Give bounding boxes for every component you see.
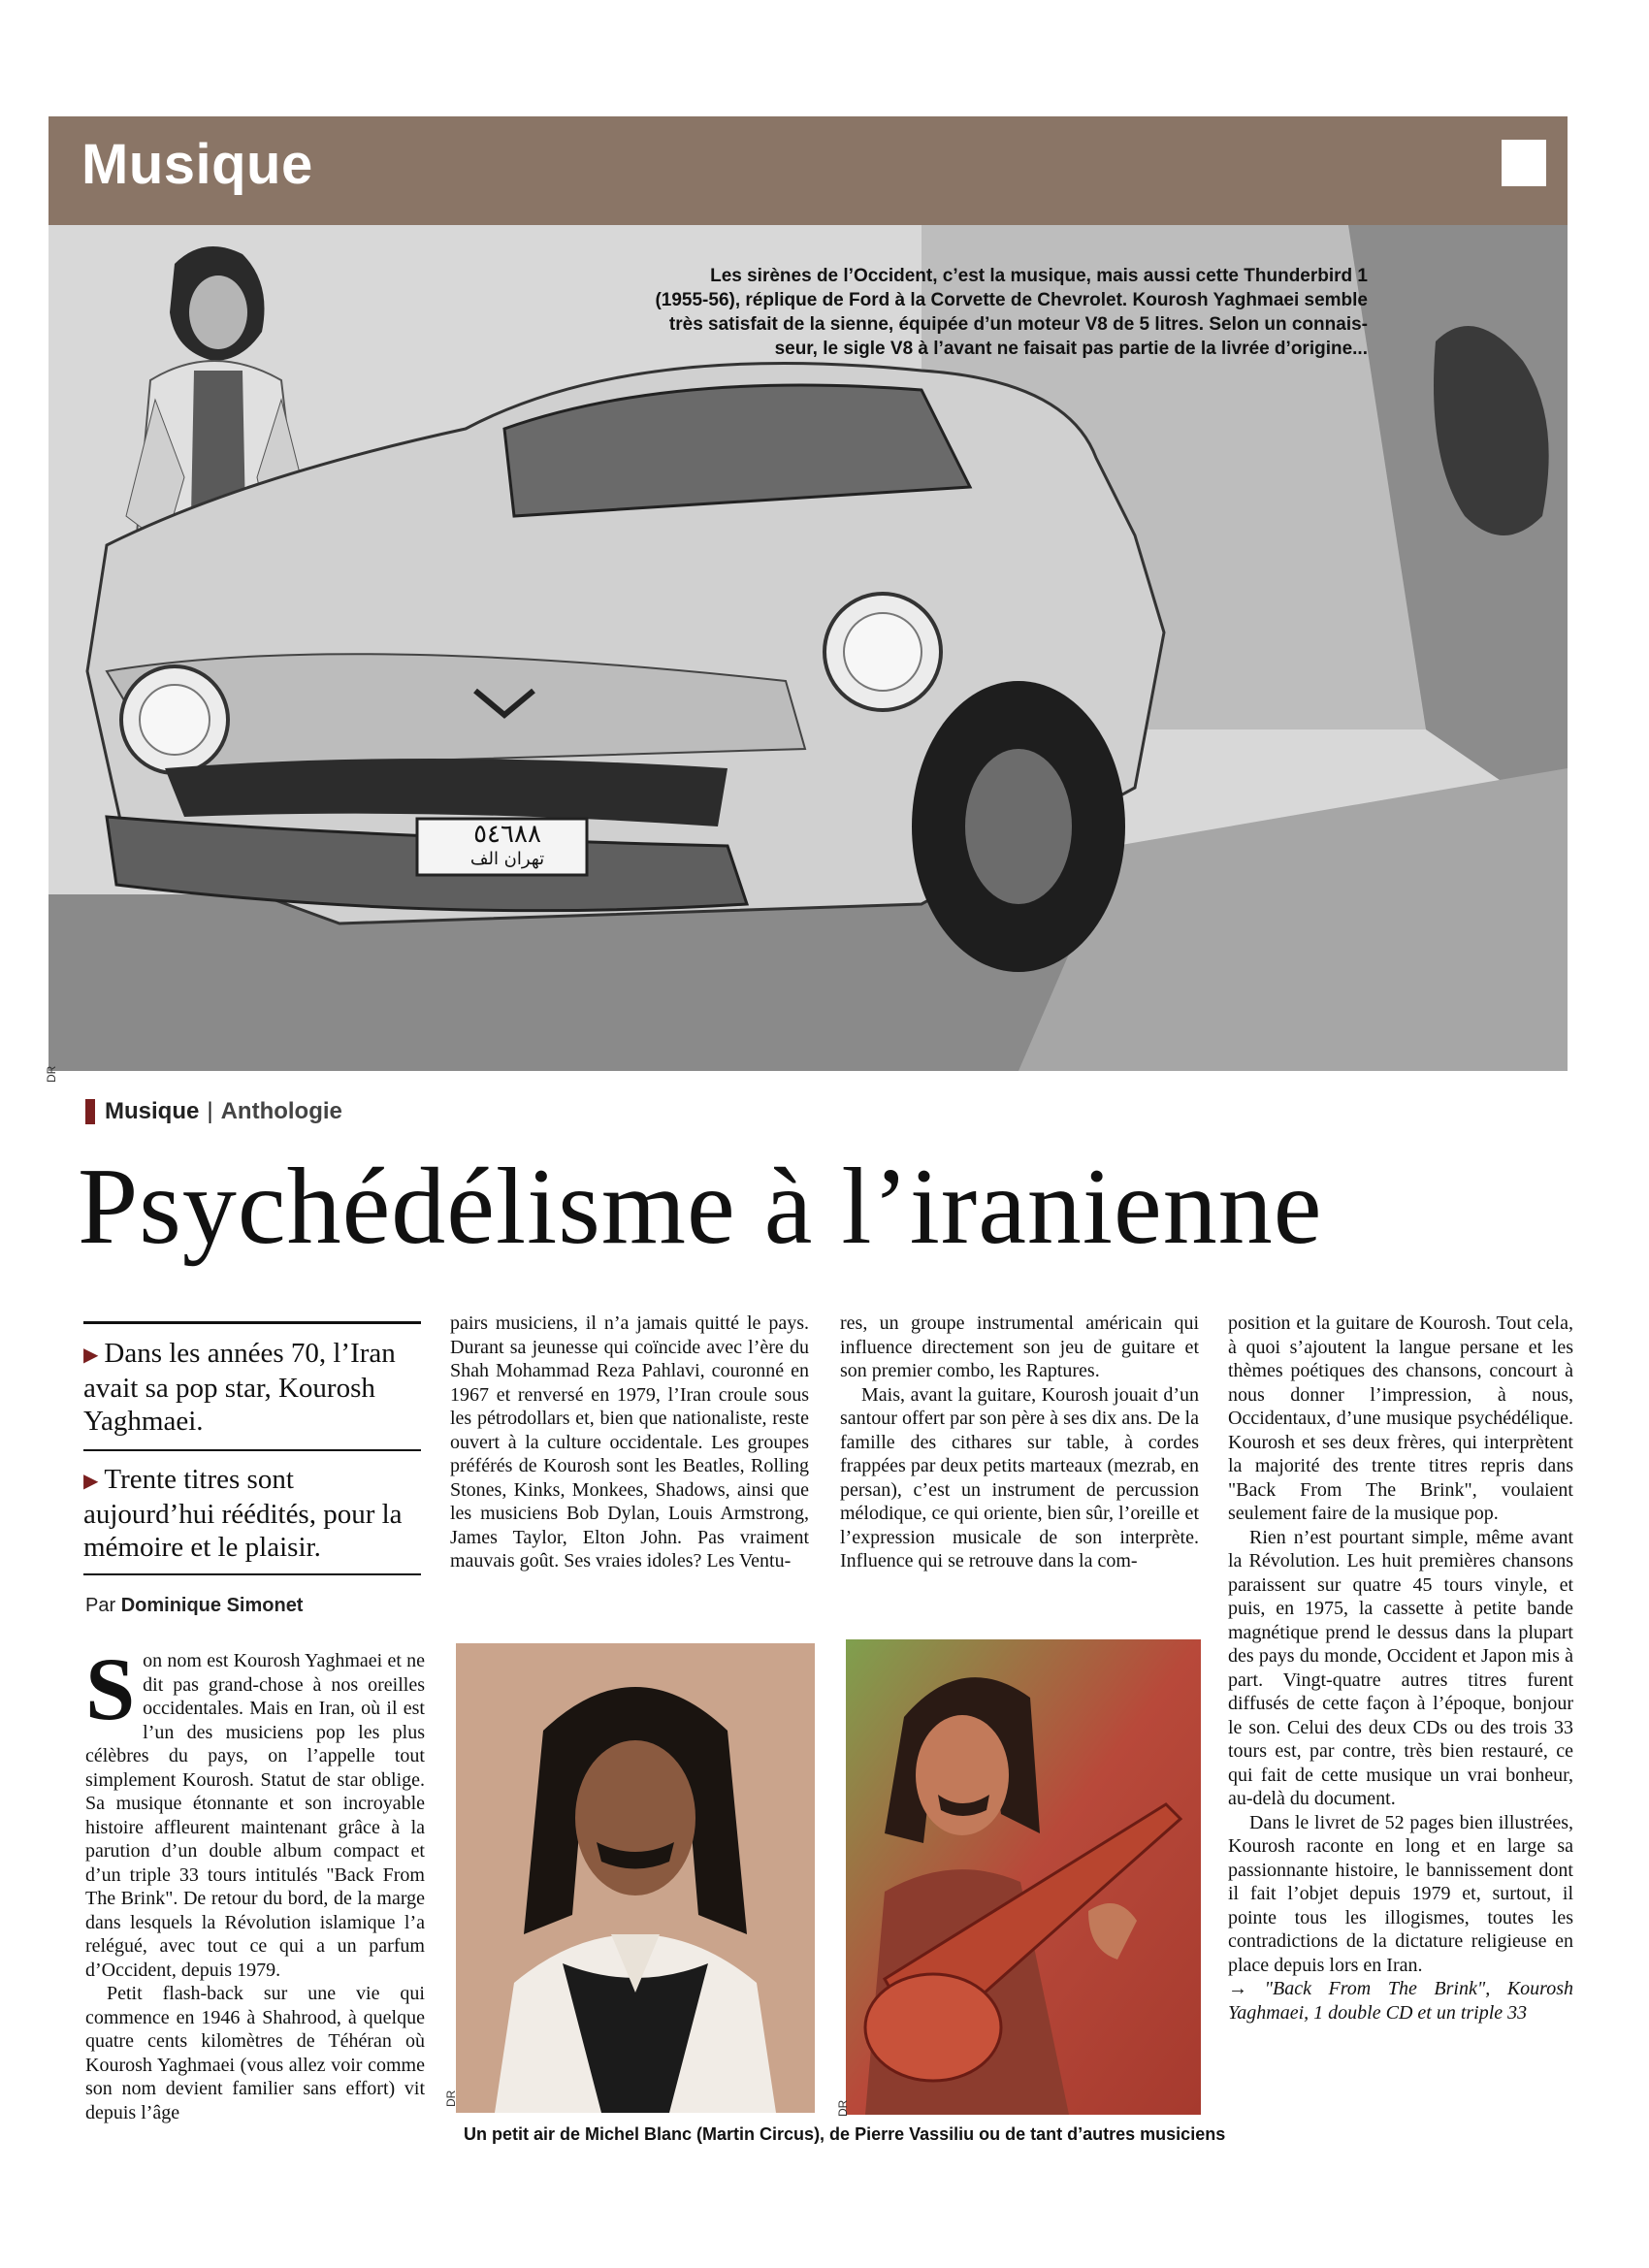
paragraph: res, un groupe instrumental américain qui influence directement son jeu de guitare et son premier combo, les Raptures. [840, 1312, 1199, 1381]
hero-photo-credit: DR [45, 1065, 58, 1083]
hero-caption [630, 264, 1368, 361]
deck-rule-middle [83, 1449, 421, 1451]
article-column-4 [1228, 1312, 1573, 2146]
byline [85, 1595, 303, 1617]
dropcap: S [85, 1649, 136, 1738]
rubric [85, 1098, 342, 1125]
hero-caption-line: (1955-56), réplique de Ford à la Corvette de Chevrolet. Kourosh Yaghmaei semble [655, 290, 1368, 310]
portrait-photo [456, 1643, 815, 2113]
byline-author: Dominique Simonet [120, 1595, 304, 1616]
article-column-3 [840, 1312, 1199, 1632]
section-title: Musique [81, 133, 313, 196]
deck-rule-top [83, 1321, 421, 1324]
deck-arrow-icon: ▶ [83, 1345, 99, 1367]
deck-text: Trente titres sont aujourd’hui réédités, pour la mémoire et le plaisir. [83, 1464, 403, 1564]
paragraph: position et la guitare de Kourosh. Tout cela, à quoi s’ajoutent la langue persane et les thèmes poétiques des chansons, concourt à nous donner l’impression, à nous, Occidentaux, d’une musique psychédélique. Kourosh et ses deux frères, qui interprètent la majorité des trente titres repris dans "Back From The Brink", voulaient seulement faire de la musique pop. [1228, 1312, 1573, 1524]
paragraph-text: on nom est Kourosh Yaghmaei et ne dit pas grand-chose à nos oreilles occidentales. Mais en Iran, où il est l’un des musiciens pop les plus célèbres du pays, on l’appelle tout simplement Kourosh. Statut de star oblige. Sa musique étonnante et son incroyable histoire affleurent maintenant grâce à la parution d’un double album compact et d’un triple 33 tours intitulés "Back From The Brink". De retour du bord, de la marge dans lesquels la Révolution islamique l’a relégué, avec tout ce qui a un parfum d’Occident, depuis 1979. [85, 1650, 425, 1981]
portrait-illustration [456, 1643, 815, 2113]
photo-caption: Un petit air de Michel Blanc (Martin Circus), de Pierre Vassiliu ou de tant d’autres musiciens [464, 2124, 1226, 2144]
photo-credit-right: DR [836, 2099, 850, 2117]
byline-prefix: Par [85, 1595, 116, 1616]
paragraph: Petit flash-back sur une vie qui commence en 1946 à Shahrood, à quelque quatre cents kilomètres de Téhéran où Kourosh Yaghmaei (vous allez voir comme son nom devient familier sans effort) vit depuis l’âge [85, 1983, 425, 2123]
paragraph [85, 1649, 425, 1982]
deck-rule-bottom [83, 1573, 421, 1575]
hero-caption-line: Les sirènes de l’Occident, c’est la musique, mais aussi cette Thunderbird 1 [710, 266, 1368, 286]
license-plate-number: ٥٤٦٨٨ [473, 820, 541, 849]
guitarist-illustration [846, 1639, 1201, 2115]
album-credit [1228, 1977, 1573, 2025]
deck-arrow-icon: ▶ [83, 1471, 99, 1493]
rubric-marker [85, 1099, 95, 1124]
headline: Psychédélisme à l’iranienne [78, 1147, 1323, 1267]
article-column-2 [450, 1312, 809, 1632]
corner-box [1502, 140, 1546, 186]
paragraph: Rien n’est pourtant simple, même avant la Révolution. Les huit premières chansons paraissent sur quatre 45 tours vinyle, et puis, en 1975, la cassette à petite bande magnétique prend le dessus dans la plupart des pays du monde, Occident et Japon mis à part. Vingt-quatre autres titres furent diffusés de cette façon à l’époque, bonjour le son. Celui des deux CDs ou des trois 33 tours est, par contre, très bien restauré, ce qui fait de cette musique un vrai bonheur, au-delà du document. [1228, 1526, 1573, 1809]
rubric-section: Musique [105, 1098, 200, 1124]
hero-photo [48, 225, 1568, 1071]
photo-credit-left: DR [444, 2090, 458, 2107]
arrow-icon: → [1228, 1978, 1247, 1999]
guitarist-photo [846, 1639, 1201, 2115]
section-header [48, 116, 1568, 225]
paragraph: pairs musiciens, il n’a jamais quitté le pays. Durant sa jeunesse qui coïncide avec l’ère du Shah Mohammad Reza Pahlavi, couronné en 1967 et renversé en 1979, l’Iran croule sous les pétrodollars et, bien que nationaliste, reste ouvert à la culture occidentale. Les groupes préférés de Kourosh sont les Beatles, Rolling Stones, Kinks, Monkees, Shadows, ainsi que les musiciens Bob Dylan, Louis Armstrong, James Taylor, Elton John. Pas vraiment mauvais goût. Ses vraies idoles? Les Ventu- [450, 1312, 809, 1571]
paragraph: Dans le livret de 52 pages bien illustrées, Kourosh raconte en long et en large sa passionnante histoire, le bannissement dont il fait l’objet depuis 1979 et, surtout, il pointe tous les illogismes, toutes les contradictions de la dictature religieuse en place depuis lors en Iran. [1228, 1811, 1573, 1976]
paragraph: Mais, avant la guitare, Kourosh jouait d’un santour offert par son père à ses dix ans. De la famille des cithares sur table, à cordes frappées par deux petits marteaux (mezrab, en persan), c’est un instrument de percussion mélodique, ce qui oriente, bien sûr, l’oreille et l’expression musicale de son interprète. Influence qui se retrouve dans la com- [840, 1383, 1199, 1571]
deck-item [83, 1463, 419, 1564]
hero-caption-line: seur, le sigle V8 à l’avant ne faisait pas partie de la livrée d’origine... [774, 339, 1368, 359]
deck-text: Dans les années 70, l’Iran avait sa pop star, Kourosh Yaghmaei. [83, 1338, 396, 1438]
license-plate-city: تهران الف [469, 849, 545, 869]
rubric-subsection: Anthologie [220, 1098, 342, 1124]
rubric-separator: | [207, 1098, 213, 1124]
deck-item [83, 1337, 419, 1438]
album-credit-text: "Back From The Brink", Kourosh Yaghmaei, 1 double CD et un triple 33 [1228, 1978, 1573, 2024]
article-column-1 [85, 1649, 425, 2154]
hero-caption-line: très satisfait de la sienne, équipée d’un moteur V8 de 5 litres. Selon un connais- [668, 314, 1368, 335]
